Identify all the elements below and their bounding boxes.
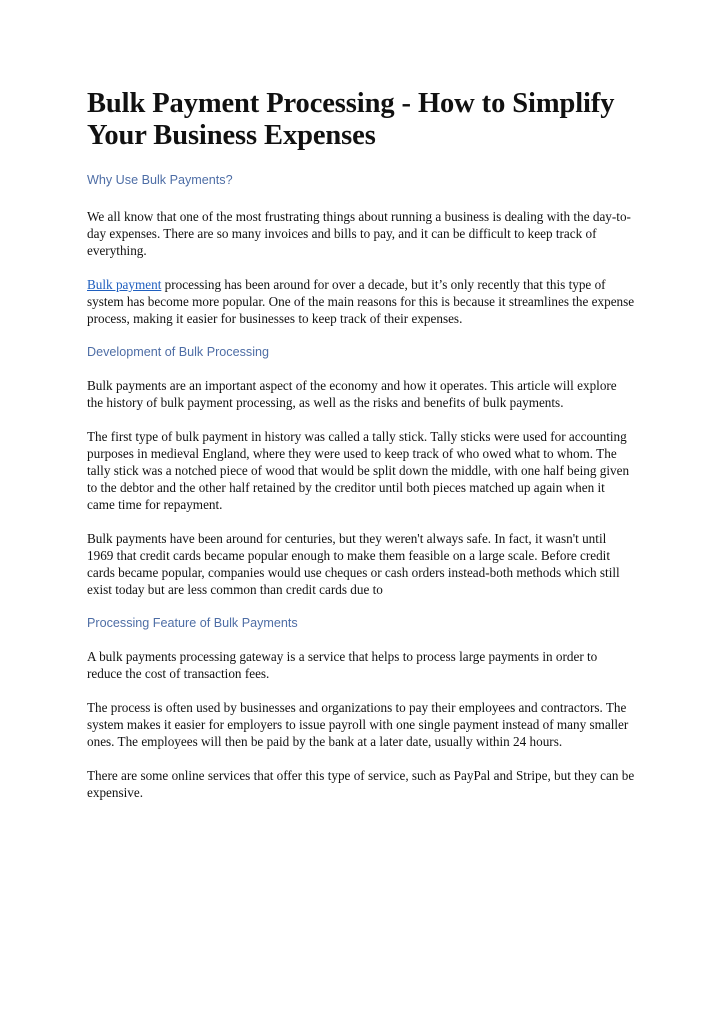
paragraph-economy: Bulk payments are an important aspect of the economy and how it operates. This article will explore the history of bulk payment processing, as well as the risks and benefits of bulk payments. — [87, 378, 617, 410]
paragraph-tally-stick: The first type of bulk payment in history was called a tally stick. Tally sticks were used for accounting purposes in medieval England, where they were used to keep track of who owed what to whom. The tally stick was a notched piece of wood that would be split down the middle, with one half being given to the debtor and the other half retained by the creditor until both pieces matched up again when it came time for repayment. — [87, 429, 630, 512]
section-heading-processing-feature: Processing Feature of Bulk Payments — [87, 616, 298, 630]
paragraph-payroll: The process is often used by businesses and organizations to pay their employees and contractors. The system makes it easier for employers to issue payroll with one single payment instead of many smaller ones. The employees will then be paid by the bank at a later date, usually within 24 hours. — [87, 700, 629, 749]
section-heading-why-use: Why Use Bulk Payments? — [87, 173, 233, 187]
paragraph-online-services: There are some online services that offer this type of service, such as PayPal and Stripe, but they can be expensive. — [87, 768, 635, 800]
paragraph-intro: We all know that one of the most frustrating things about running a business is dealing with the day-to-day expenses. There are so many invoices and bills to pay, and it can be difficult to keep track of everything. — [87, 209, 631, 258]
paragraph-bulk-payment — [87, 276, 635, 327]
paragraph-bulk-payment-text: processing has been around for over a decade, but it’s only recently that this type of system has become more popular. One of the main reasons for this is because it streamlines the expense process, making it easier for businesses to keep track of their expenses. — [87, 277, 635, 326]
bulk-payment-link[interactable]: Bulk payment — [87, 277, 162, 292]
page-title: Bulk Payment Processing - How to Simplify Your Business Expenses — [87, 88, 615, 151]
paragraph-gateway: A bulk payments processing gateway is a service that helps to process large payments in order to reduce the cost of transaction fees. — [87, 649, 598, 681]
paragraph-credit-cards: Bulk payments have been around for centuries, but they weren't always safe. In fact, it wasn't until 1969 that credit cards became popular enough to make them feasible on a large scale. Before credit cards became popular, companies would use cheques or cash orders instead-both methods which still exist today but are less common than credit cards due to — [87, 531, 620, 597]
section-heading-development: Development of Bulk Processing — [87, 345, 270, 359]
document-body — [87, 88, 635, 801]
